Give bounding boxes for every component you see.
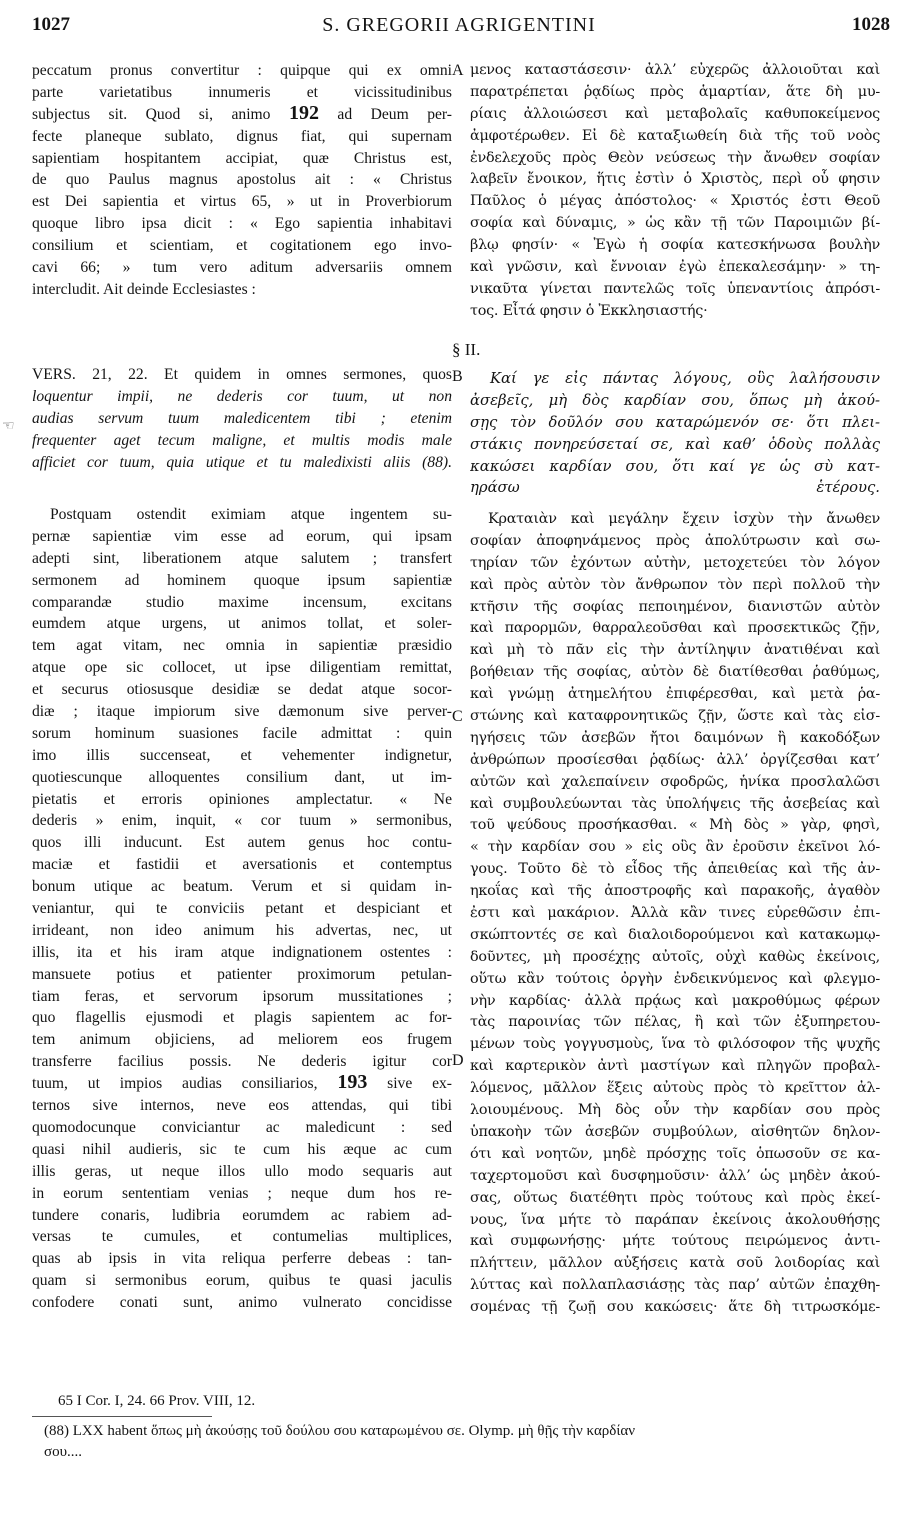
text-line: « τὴν καρδίαν σου » εἰς οὓς ἂν ἐροῦσιν ἐκεῖνοι λό- [470,839,880,856]
text-line: illis geras, ut neque illos ullo modo sequaris aut [32,1162,452,1180]
text-line: πλήττειν, μᾶλλον αὐξήσεις κατὰ σοῦ λοιδορίας καὶ [470,1255,880,1272]
text-line: καὶ συμφωνήσῃς· μήτε τούτους πειρώμενος ἀντι- [470,1233,880,1250]
text-line: confodere conati sunt, animo vulnerato concidisse [32,1294,452,1312]
text-line: afficiet cor tuum, quia utique et tu maledixisti aliis (88). [32,453,452,471]
text-line: σας, οὕτως διατέθητι πρὸς τούτους καὶ πρὸς ἐκεί- [470,1189,880,1206]
text-line: quomodocunque conviciantur ac maledicunt : sed [32,1118,452,1136]
text-line: frequenter aget tecum maligne, et multis modis male [32,431,452,449]
text-line: λόμενος, μᾶλλον ἕξεις αὐτοὺς πρὸς τὸ κρεῖττον ἀλ- [470,1080,880,1097]
text-line: tem animum objiciens, ad meliorem eos frugem [32,1031,452,1049]
text-line: σκώπτοντές σε καὶ διαλοιδορούμενοι καὶ κατακωμῳ- [470,926,880,943]
text-line: τοῦ ψεύδους προσήκασθαι. « Μὴ δὸς » γὰρ, φησὶ, [470,817,880,834]
text-line: sapientiam hospitantem accipiat, quæ Christus est, [32,149,452,167]
text-line: ηγήσεις τῶν ἀσεβῶν ἤτοι δαιμόνων ἢ κακοδόξων [470,729,880,746]
margin-letter-a: A [452,62,464,79]
text-line: VERS. 21, 22. Et quidem in omnes sermones, quos [32,366,452,383]
page-number-right: 1028 [852,14,890,35]
running-title: S. GREGORII AGRIGENTINI [322,14,596,36]
text-line: ἐστι καὶ μακάριον. Ἀλλὰ κἂν τινες εὑρεθῶσιν ἐπι- [470,905,880,922]
text-line: καὶ μὴ τὸ πᾶν εἰς τὴν ἀντίληψιν ἀνατιθέναι καὶ [470,642,880,659]
text-line: ternos sive internos, neve eos attendas, qui tibi [32,1097,452,1115]
text-line: quam si sermonibus eorum, quibus te quasi jaculis [32,1272,452,1290]
text-line: quas ab ipsis in vita reliqua perferre debeas : tan- [32,1250,452,1268]
running-header [0,14,918,40]
text-line: sorum hominum suasiones facile admittat : quin [32,724,452,742]
text-line: λοιουμένους. Μὴ δὸς οὖν τὴν καρδίαν σου πρὸς [470,1102,880,1119]
text-line: transferre facilius possis. Ne dederis igitur cor [32,1053,452,1071]
text-line: παρατρέπεται ῥᾳδίως πρὸς ἁμαρτίαν, ἅτε δὴ μυ- [470,83,880,100]
text-line: βοήθειαν τῆς σοφίας, αὐτὸν δὲ διατίθεσθαι ῥαθύμως, [470,664,880,681]
text-line: veniantur, qui te conviciis petant et despiciant et [32,900,452,918]
text-line: τηρίαν τῶν ἐχόντων αὐτὴν, μετοχετεύει τὸν λόγον [470,554,880,571]
margin-letter-d: D [452,1052,464,1069]
text-line: de quo Paulus magnus apostolus ait : « Christus [32,171,452,189]
text-line: intercludit. Ait deinde Ecclesiastes : [32,280,256,298]
text-line: σοφίαν ἀποφηνάμενος πρὸς ἀπολύτρωσιν καὶ σω- [470,532,880,549]
latin-commentary [32,504,452,1314]
text-line: eumdem atque urgens, ut animos tollat, et soler- [32,615,452,633]
text-line: καὶ καρτερικὸν ἀντὶ μαστίγων καὶ πληγῶν προβαλ- [470,1058,880,1075]
text-line: λύττας καὶ πολλαπλασιάσῃς τὰς παρ’ αὐτῶν ἐπαχθη- [470,1277,880,1294]
text-line: στώνης καὶ καταφρονητικῶς ζῇν, ὥστε καὶ τὰς εἰσ- [470,708,880,725]
text-line: κτῆσιν τῆς σοφίας πεποιημένον, διανιστῶν αὐτὸν [470,598,880,615]
margin-letter-c: C [452,708,463,725]
text-line: νὴν καρδίας· ἀλλὰ πρᾴως καὶ μακροθύμως φέρων [470,992,880,1009]
text-line: λαβεῖν ἔνοικον, ἥτις ἐστὶν ὁ Χριστὸς, περὶ οὗ φησιν [470,171,880,188]
text-line: illis, ita et his iram atque indignationem ostentes : [32,943,452,961]
text-line: adepti sint, liberationem atque salutem ; transfert [32,549,452,567]
text-line: quo flagellis ejusmodi et plagis sapientem ac for- [32,1009,452,1027]
text-line: tundere conaris, ludibria eorumdem ac rabiem ad- [32,1206,452,1224]
greek-column-top [470,60,880,323]
text-line: loquentur impii, ne dederis cor tuum, ut non [32,387,452,405]
text-line: irrideant, non ideo animum his advertas, nec, ut [32,921,452,939]
text-line: Postquam ostendit eximiam atque ingentem su- [50,506,452,523]
text-line: μένων τοὺς γογγυσμοὺς, ἵνα τὸ φιλόσοφον τῆς ψυχῆς [470,1036,880,1053]
text-line: Παῦλος ὁ μέγας ἀπόστολος· « Χριστός ἐστι Θεοῦ [470,193,880,210]
text-line: ηράσω ἑτέρους. [470,479,880,497]
editor-note-line-2: σου.... [44,1444,83,1460]
text-line: στάκις πονηρεύσεταί σε, καὶ καθ’ ὁδοὺς πολλὰς [470,435,880,453]
text-line: Καί γε εἰς πάντας λόγους, οὓς λαλήσουσιν [490,370,880,387]
text-line: καὶ γνῶσιν, καὶ ἔννοιαν ἐγὼ ἐπεκαλεσάμην· » τη- [470,259,880,276]
text-line: ἐνδελεχοῦς πρὸς Θεὸν νεύσεως τὴν ἄνωθεν σοφίαν [470,149,880,166]
text-line: σῃς τὸν δοῦλόν σου καταρώμενόν σε· ὅτι πλει- [470,413,880,431]
text-line: dederis » enim, inquit, « cor tuum » sermonibus, [32,812,452,830]
greek-commentary [470,509,880,1319]
text-line: mansuete potius et patienter proximorum petulan- [32,965,452,983]
text-line: ἀσεβεῖς, μὴ δὸς καρδίαν σου, ὅπως μὴ ἀκού- [470,391,880,409]
latin-column-top [32,60,452,301]
text-line: audias servum tuum maledicentem tibi ; etenim [32,409,452,427]
text-line: et securus otiosusque desidiæ se dedat atque socor- [32,681,452,699]
page-number-left: 1027 [32,14,70,35]
text-line: tiam feras, et servorum ipsorum mussitationes ; [32,987,452,1005]
text-line: ότι καὶ νοητῶν, μηδὲ πρόσχῃς τοῖς ὁπωσοῦν σε κα- [470,1145,880,1162]
text-line: parte varietatibus innumeris et vicissitudinibus [32,83,452,101]
text-line: καὶ συμβουλεύωνται τὰς ὑπολήψεις τῆς ἀσεβείας καὶ [470,795,880,812]
text-line: μενος καταστάσεσιν· ἀλλ’ εὐχερῶς ἀλλοιοῦται καὶ [470,62,880,78]
text-line: κακώσει καρδίαν σου, ὅτι καί γε ὡς σὺ κατ- [470,457,880,475]
text-line: καὶ γνώμῃ ἀτημελήτου ἐπιφέρεσθαι, καὶ μετὰ ῥα- [470,686,880,703]
text-line: tuum, ut impios audias consiliarios, 193 sive ex- [32,1073,452,1094]
text-line: quotiescunque alloquentes consilium dant, ut im- [32,768,452,786]
text-line: αὐτῶν καὶ χαλεπαίνειν σφοδρῶς, ἡνίκα προσλαλῶσι [470,773,880,790]
text-line: τὰς παροινίας τῶν πέλας, ἢ καὶ τῶν ἐξυπηρετου- [470,1014,880,1031]
text-line: in eorum sententiam venias ; neque dum hos re- [32,1184,452,1202]
text-line: quoque libro ipsa dicit : « Ego sapientia inhabitavi [32,215,452,233]
text-line: σοφία καὶ δύναμις, » ὡς κἂν τῇ τῶν Παροιμιῶν βί- [470,215,880,232]
footnotes: 65 I Cor. I, 24. 66 Prov. VIII, 12. [58,1393,256,1409]
text-line: ταχερτομοῦσι καὶ δυσφημοῦσιν· ἀλλ’ ὡς μηδὲν ἀκού- [470,1167,880,1184]
text-line: sermonem ad hominem quoque ipsum sapientiæ [32,571,452,589]
text-line: νους, ἵνα μήτε τὸ παράπαν ἐκείνοις ἀκολουθήσῃς [470,1211,880,1228]
text-line: quos illi inducunt. Est autem genus hoc contu- [32,834,452,852]
text-line: imo illis succenseat, et vehementer indignetur, [32,746,452,764]
text-line: diæ ; itaque impiorum sive dæmonum sive perver- [32,703,452,721]
text-line: ὑπακοὴν τῶν ἀσεβῶν συμβούλων, αἰσθητῶν δηλον- [470,1123,880,1140]
text-line: tem agat vitam, nec omnia in sapientiæ præsidio [32,637,452,655]
text-line: fecte planeque sublato, dignus fiat, qui supernam [32,127,452,145]
greek-verse [470,368,880,499]
pointing-hand-icon: ☜ [2,419,15,434]
editor-note-line-1: (88) LXX habent ὅπως μὴ ἀκούσῃς τοῦ δούλου σου καταρωμένου σε. Olymp. μὴ θῇς τὴν καρδίαν [44,1423,636,1439]
text-line: καὶ παρορμῶν, θαρραλεοῦσθαι καὶ προσεκτικῶς ζῇν, [470,620,880,637]
text-line: atque ope sic collocet, ut ipse diligentiam remittat, [32,659,452,677]
text-line: ηκοΐας καὶ τῆς ἀποστροφῆς καὶ παρακοῆς, ἀγαθὸν [470,883,880,900]
text-line: cavi 66; » tum vero aditum adversariis omnem [32,259,452,277]
text-line: Κραταιὰν καὶ μεγάλην ἔχειν ἰσχὺν τὴν ἄνωθεν [488,511,880,527]
text-line: ἀνθρώπων προσίεσθαι ῥᾳδίως· ἀλλ’ ὀργίζεσθαι κατ’ [470,751,880,768]
text-line: σομένας τῇ ζωῇ σου κακώσεις· ἅτε δὴ τιτρωσκόμε- [470,1299,880,1316]
text-line: βλῳ φησίν· « Ἐγὼ ἡ σοφία κατεσκήνωσα βουλὴν [470,237,880,254]
latin-verse [32,364,452,473]
text-line: est Dei sapientia et virtus 65, » ut in Proverbiorum [32,193,452,211]
divider [32,1416,212,1417]
text-line: subjectus sit. Quod si, animo 192 ad Deum per- [32,103,452,124]
text-line: pernæ sapientiæ vim esse ad eorum, qui ipsam [32,527,452,545]
text-line: comparandæ studio maxime incensum, excitans [32,593,452,611]
text-line: pietatis et erroris opiniones amplectatur. « Ne [32,790,452,808]
text-line: οὕτω κἂν τούτοις ὀργὴν ἐνδεικνύμενος καὶ φλεγμο- [470,970,880,987]
text-line: peccatum pronus convertitur : quipque qui ex omni [32,62,452,79]
text-line: καὶ πρὸς αὐτὸν τὸν ἄνθρωπον τὸν περὶ πολλοῦ τὴν [470,576,880,593]
text-line: ἀμφοτέρωθεν. Εἰ δὲ καταξιωθείη διὰ τῆς τοῦ νοὸς [470,127,880,144]
margin-letter-b: B [452,368,463,385]
text-line: γους. Τοῦτο δὲ τὸ εἶδος τῆς ἀπειθείας καὶ τῆς ἀν- [470,861,880,878]
text-line: consilium et scientiam, et cogitationem ego invo- [32,237,452,255]
section-mark: § II. [452,340,481,359]
text-line: quasi nihil audieris, sic te cum his æque ac cum [32,1140,452,1158]
text-line: τος. Εἶτά φησιν ὁ Ἐκκλησιαστής· [470,302,708,319]
text-line: maciæ et fastidii et aversationis et contemptus [32,856,452,874]
text-line: ρίαις ἀλλοιώσεσι καὶ μεταβολαῖς καθυποκείμενος [470,105,880,122]
text-line: δοῦντες, μὴ προσέχῃς αὐτοῖς, οὐχὶ καθὼς ἐκείνοις, [470,948,880,965]
text-line: νικαῦτα γίνεται παντελῶς τοῖς ὑπεναντίοις ἀπρόσι- [470,280,880,297]
text-line: bonum utique ac beatum. Verum et si quidam in- [32,878,452,896]
text-line: versas te cumules, et contumelias multiplices, [32,1228,452,1246]
